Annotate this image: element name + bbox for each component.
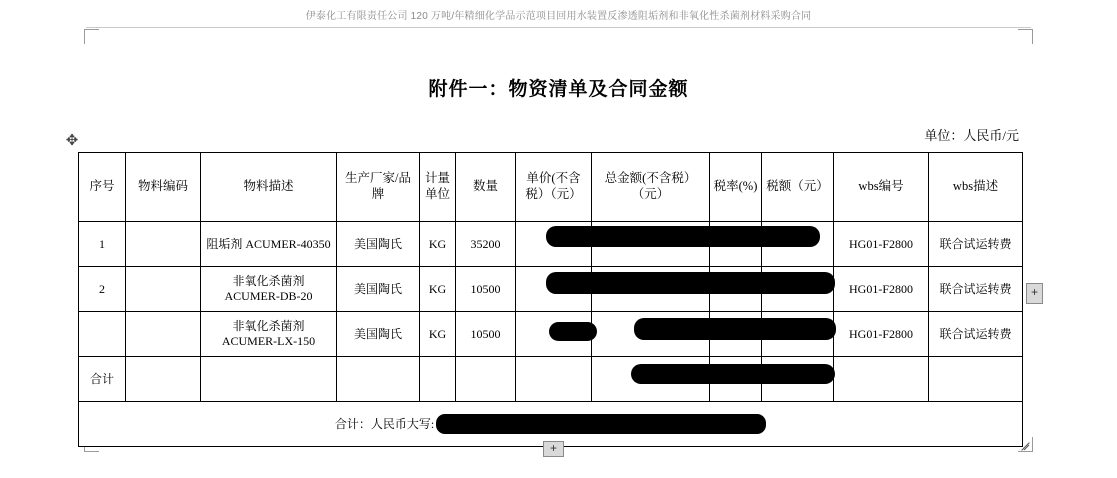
- cell-manufacturer: 美国陶氏: [337, 312, 420, 357]
- cell-total-label: 合计: [79, 357, 126, 402]
- cell-manufacturer: 美国陶氏: [337, 222, 420, 267]
- page-corner-top-left: [84, 29, 99, 44]
- header-divider: [86, 27, 1031, 28]
- header-material-code: 物料编码: [126, 153, 201, 222]
- cell-wbs-code: HG01-F2800: [834, 222, 929, 267]
- cell-material-code: [126, 222, 201, 267]
- table-move-handle-icon[interactable]: ✥: [65, 132, 79, 149]
- document-running-header: [0, 0, 1117, 28]
- running-header-text: 伊泰化工有限责任公司 120 万吨/年精细化学品示范项目回用水装置反渗透阻垢剂和非氧化性杀菌剂材料采购合同: [305, 11, 812, 22]
- header-wbs-code: wbs编号: [834, 153, 929, 222]
- cell-manufacturer: 美国陶氏: [337, 267, 420, 312]
- redaction-bar-row1-price-amount: [546, 226, 820, 247]
- redaction-bar-sum: [436, 414, 766, 434]
- cell-wbs-code: HG01-F2800: [834, 267, 929, 312]
- table-header-row: [79, 153, 1023, 222]
- cell-quantity: 35200: [456, 222, 516, 267]
- cell-quantity: 10500: [456, 312, 516, 357]
- cell-wbs-code: HG01-F2800: [834, 312, 929, 357]
- cell-wbs-description: 联合试运转费: [929, 312, 1023, 357]
- header-unit-price: 单价(不含税）（元）: [516, 153, 592, 222]
- currency-unit-note: 单位：人民币/元: [924, 128, 1019, 143]
- redaction-bar-total-amount: [631, 364, 835, 384]
- cell-unit: KG: [420, 312, 456, 357]
- header-tax-amount: 税额（元）: [762, 153, 834, 222]
- cell-material-description: 非氧化杀菌剂 ACUMER-DB-20: [201, 267, 337, 312]
- cell-sum-in-words: [79, 402, 1023, 447]
- cell-wbs-description: 联合试运转费: [929, 267, 1023, 312]
- goods-table: [78, 152, 1023, 447]
- table-expand-bottom-button[interactable]: +: [543, 441, 564, 457]
- table-expand-right-button[interactable]: +: [1026, 283, 1043, 304]
- cell-total-unit-price: [516, 357, 592, 402]
- table-resize-corner-handle[interactable]: [1018, 437, 1032, 451]
- cell-material-description: 非氧化杀菌剂 ACUMER-LX-150: [201, 312, 337, 357]
- header-tax-rate: 税率(%): [710, 153, 762, 222]
- cell-quantity: 10500: [456, 267, 516, 312]
- cell-unit: KG: [420, 267, 456, 312]
- table-sum-row: [79, 402, 1023, 447]
- cell-material-code: [126, 312, 201, 357]
- sum-in-words-label: 合计：人民币大写:: [334, 416, 435, 431]
- cell-wbs-description: 联合试运转费: [929, 222, 1023, 267]
- page-title: 附件一：物资清单及合同金额: [428, 79, 689, 100]
- cell-index: 1: [79, 222, 126, 267]
- cell-total-code: [126, 357, 201, 402]
- header-total-amount: 总金额(不含税）（元）: [592, 153, 710, 222]
- cell-total-unit: [420, 357, 456, 402]
- cell-index: [79, 312, 126, 357]
- header-unit: 计量单位: [420, 153, 456, 222]
- cell-total-quantity: [456, 357, 516, 402]
- cell-index: 2: [79, 267, 126, 312]
- cell-material-description: 阻垢剂 ACUMER-40350: [201, 222, 337, 267]
- header-index: 序号: [79, 153, 126, 222]
- cell-total-wbs-code: [834, 357, 929, 402]
- table-total-row: [79, 357, 1023, 402]
- header-material-description: 物料描述: [201, 153, 337, 222]
- cell-total-description: [201, 357, 337, 402]
- page-corner-top-right: [1018, 29, 1033, 44]
- cell-total-wbs-description: [929, 357, 1023, 402]
- cell-material-code: [126, 267, 201, 312]
- cell-unit: KG: [420, 222, 456, 267]
- header-quantity: 数量: [456, 153, 516, 222]
- redaction-bar-row2-price-amount: [546, 272, 835, 294]
- header-wbs-description: wbs描述: [929, 153, 1023, 222]
- header-manufacturer: 生产厂家/品牌: [337, 153, 420, 222]
- redaction-bar-row3-amount: [634, 318, 836, 340]
- cell-total-manufacturer: [337, 357, 420, 402]
- redaction-bar-row3-price: [549, 322, 597, 341]
